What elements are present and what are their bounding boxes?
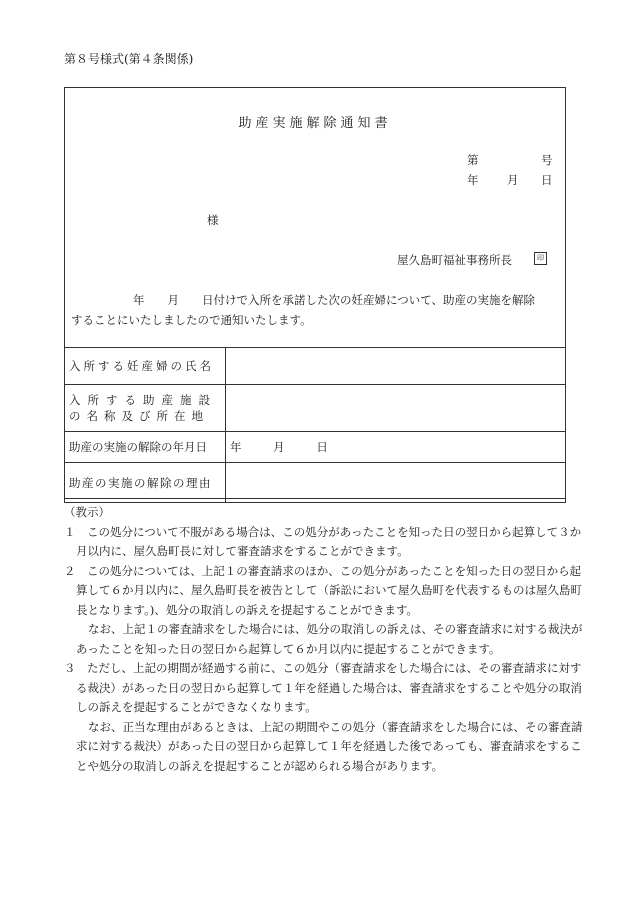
document-number-suffix: 号 <box>541 153 553 167</box>
facility-label-line-2: の名称及び所在地 <box>69 409 209 423</box>
notice-form <box>64 87 566 499</box>
termination-date-value <box>226 432 566 463</box>
notice-item-2: ２ この処分については、上記１の審査請求のほか、この処分があったことを知った日の翌日から起算して６か月以内に、屋久島町長を被告として（訴訟において屋久島町を代表するものは屋久島町長となります。)、処分の取消しの訴えを提起することができます。 <box>64 563 582 617</box>
issue-date-day: 日 <box>541 173 553 187</box>
appeal-notice <box>64 503 584 776</box>
table-row <box>65 463 566 503</box>
body-line-1: 年 月 日付けで入所を承諾した次の妊産婦について、助産の実施を解除 <box>133 293 536 307</box>
body-line-2: することにいたしましたので通知いたします。 <box>71 313 312 327</box>
notice-item-3-note: なお、正当な理由があるときは、上記の期間やこの処分（審査請求をした場合には、その審査請求に対する裁決）があった日の翌日から起算して１年を経過した後であっても、審査請求をすることや処分の取消しの訴えを提起することが認められる場合があります。 <box>76 719 583 773</box>
seal-icon: 印 <box>534 252 547 265</box>
addressee-honorific: 様 <box>207 213 219 227</box>
notice-heading: （教示） <box>64 505 110 519</box>
facility-label <box>65 385 226 432</box>
termination-reason-label: 助産の実施の解除の理由 <box>65 463 226 503</box>
sender-name: 屋久島町福祉事務所長 <box>397 253 512 267</box>
pregnant-woman-name-value <box>226 348 566 385</box>
issue-date-year: 年 <box>467 173 479 187</box>
notice-item-1: １ この処分について不服がある場合は、この処分があったことを知った日の翌日から起算して３か月以内に、屋久島町長に対して審査請求をすることができます。 <box>64 524 582 558</box>
facility-label-line-1: 入所する助産施設 <box>69 393 217 407</box>
termination-reason-value <box>226 463 566 503</box>
pregnant-woman-name-label: 入所する妊産婦の氏名 <box>65 348 226 385</box>
table-row <box>65 432 566 463</box>
notice-item-2-note: なお、上記１の審査請求をした場合には、処分の取消しの訴えは、その審査請求に対する裁決があったことを知った日の翌日から起算して６か月以内に提起することができます。 <box>76 622 583 656</box>
termination-date-label: 助産の実施の解除の年月日 <box>65 432 226 463</box>
form-number-label: 第８号様式(第４条関係) <box>64 52 194 66</box>
facility-value <box>226 385 566 432</box>
document-title: 助産実施解除通知書 <box>238 116 392 131</box>
notice-item-3: ３ ただし、上記の期間が経過する前に、この処分（審査請求をした場合には、その審査請求に対する裁決）があった日の翌日から起算して１年を経過した場合は、審査請求をすることや処分の取消しの訴えを提起することができなくなります。 <box>64 661 582 714</box>
issue-date-month: 月 <box>507 173 519 187</box>
body-paragraph <box>71 290 565 330</box>
info-table <box>64 347 566 503</box>
document-number-prefix: 第 <box>467 153 479 167</box>
table-row <box>65 385 566 432</box>
termination-date-month: 月 <box>273 440 285 454</box>
table-row <box>65 348 566 385</box>
termination-date-year: 年 <box>230 440 242 454</box>
termination-date-day: 日 <box>316 440 328 454</box>
